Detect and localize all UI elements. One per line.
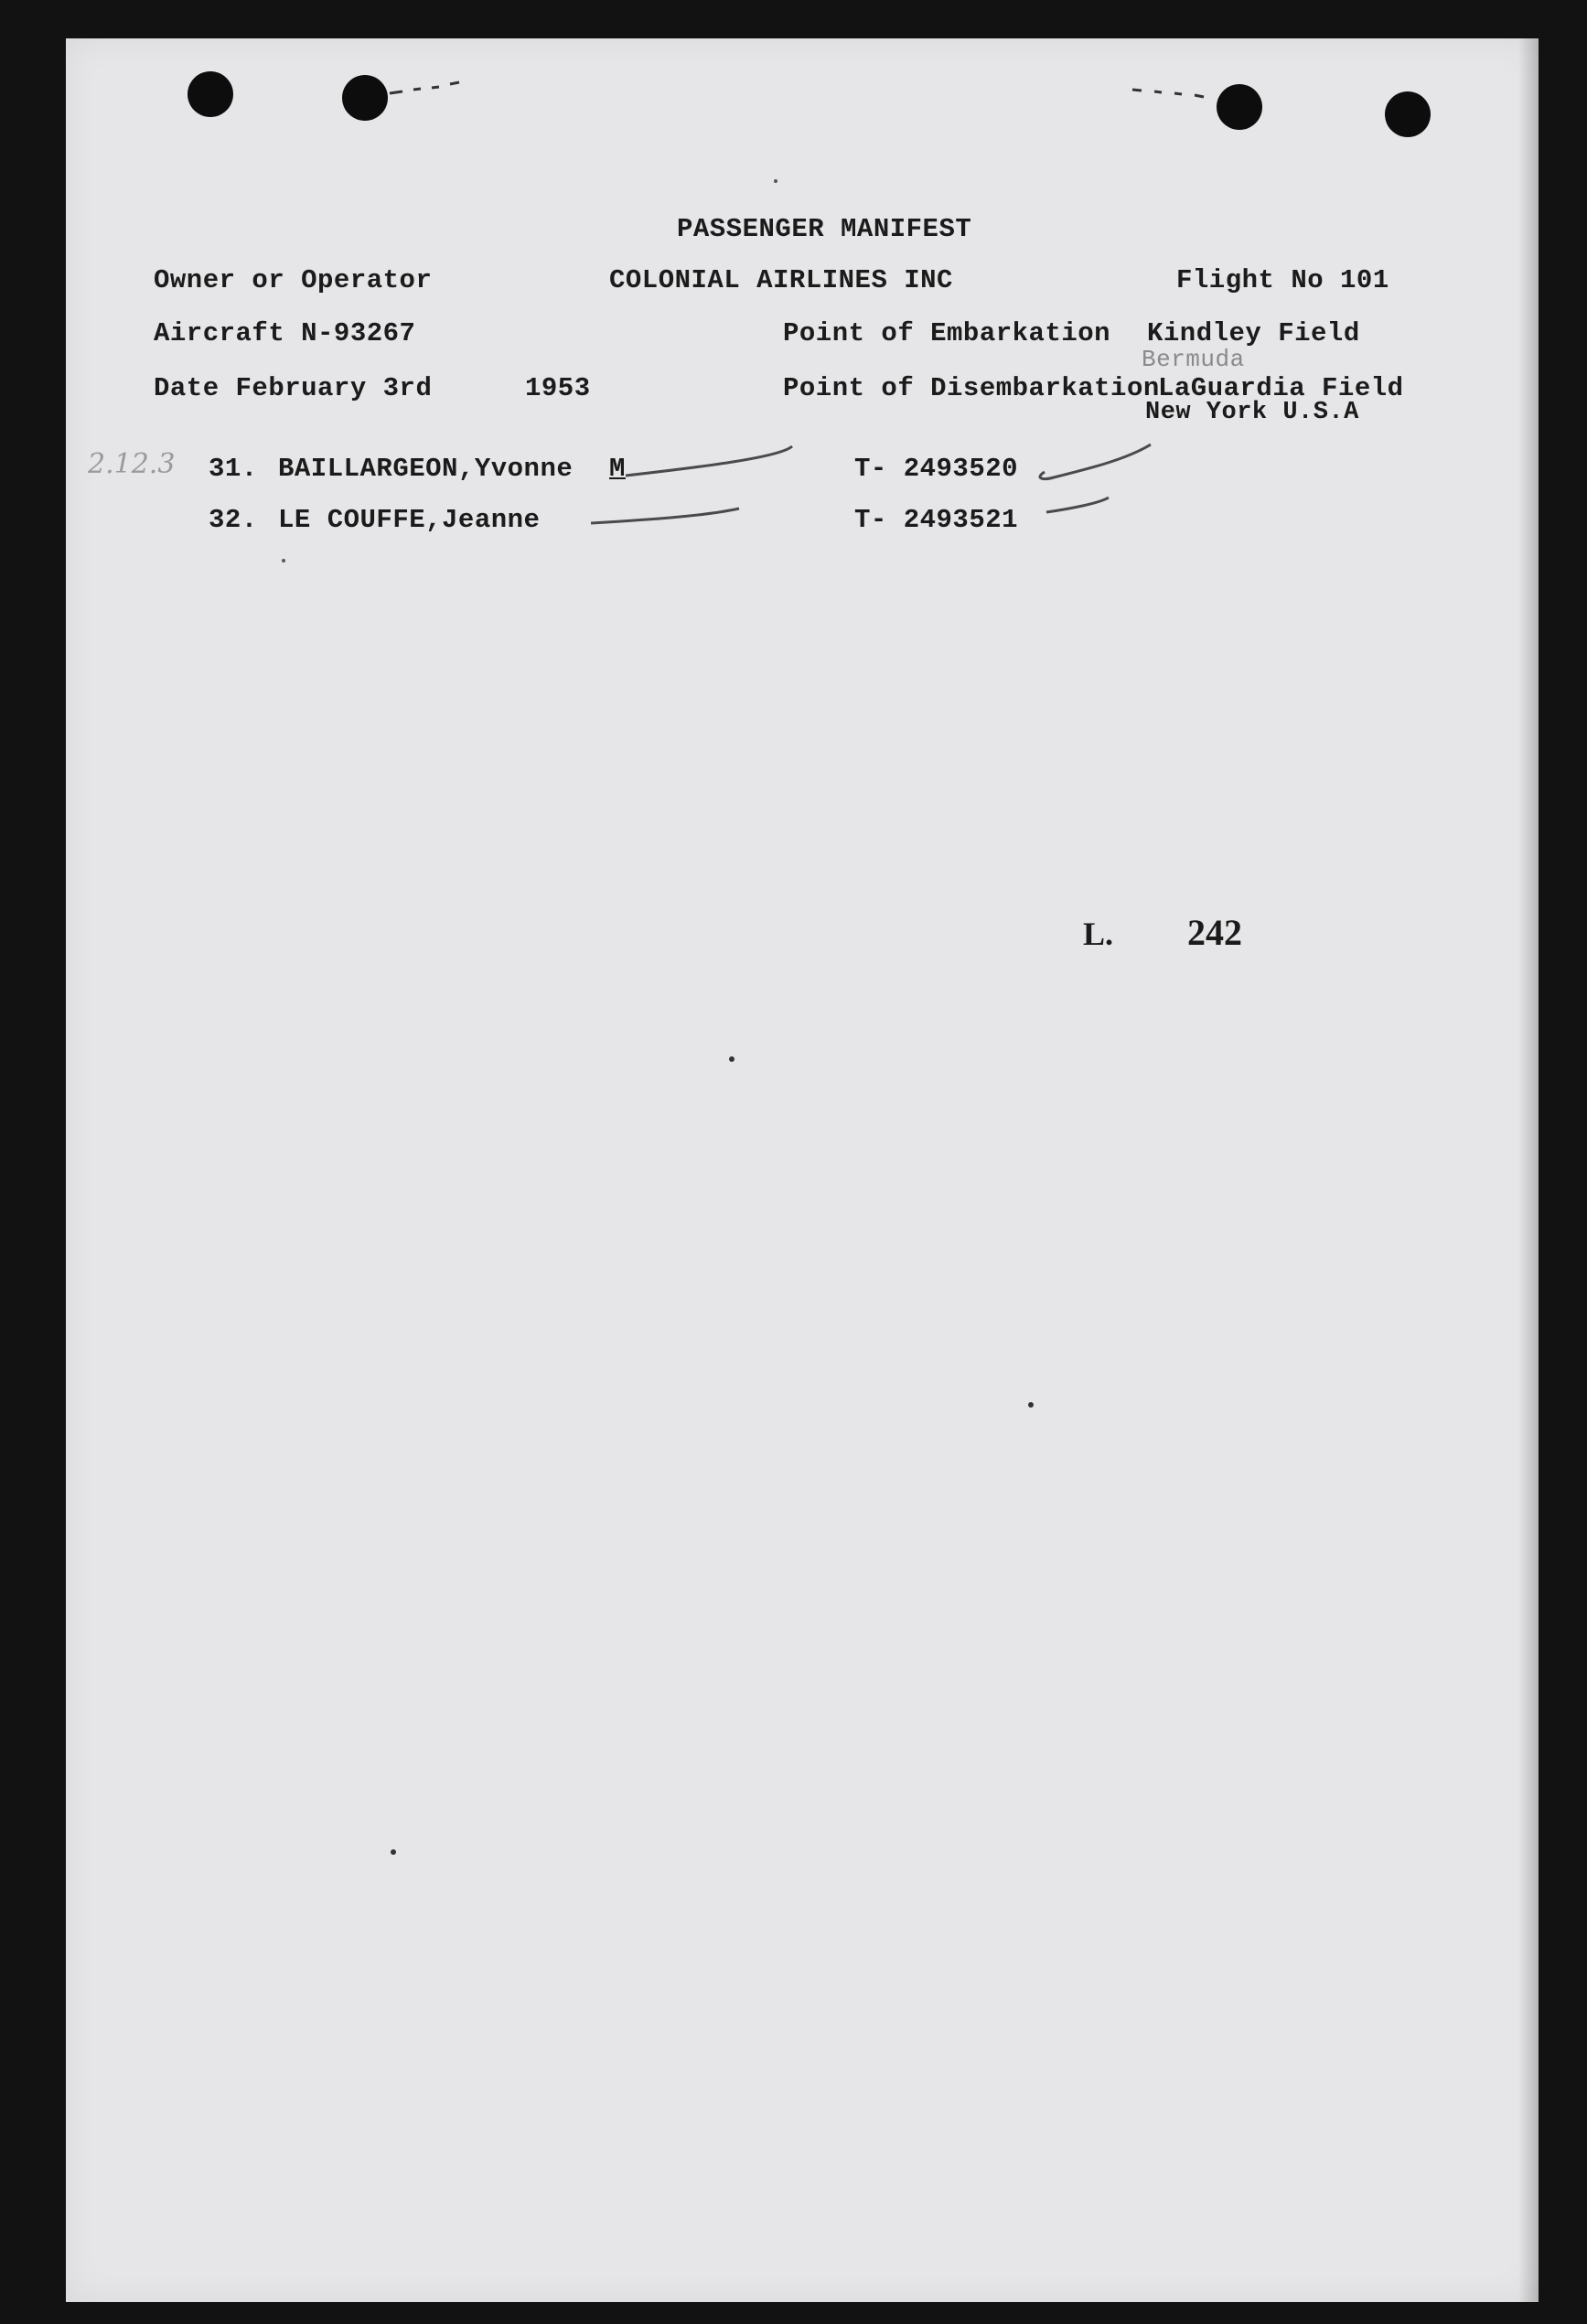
disembarkation-place-line-2: New York U.S.A [1145, 399, 1359, 426]
operator-name: COLONIAL AIRLINES INC [609, 265, 953, 295]
passenger-number: 31. [209, 454, 258, 484]
manifest-date: Date February 3rd [154, 373, 433, 403]
manifest-page [66, 38, 1539, 2302]
pencil-check-row-31 [1040, 444, 1151, 479]
embarkation-label: Point of Embarkation [783, 318, 1111, 348]
ticket-number: T- 2493520 [854, 454, 1019, 484]
handwritten-note: 2.12.3 [88, 448, 176, 480]
owner-label: Owner or Operator [154, 265, 433, 295]
passenger-initial: M [609, 454, 626, 484]
document-title: PASSENGER MANIFEST [677, 214, 972, 244]
ink-speck [282, 559, 285, 562]
stamp-mark: L. [1083, 916, 1114, 952]
disembarkation-label: Point of Disembarkation [783, 373, 1160, 403]
pencil-dash-row-31 [626, 446, 792, 476]
ink-speck [391, 1849, 396, 1855]
embarkation-place: Kindley Field [1147, 318, 1360, 348]
ink-speck [774, 179, 777, 183]
ink-dots-top-right [1132, 90, 1204, 97]
passenger-name: LE COUFFE,Jeanne [278, 505, 541, 535]
pencil-check-row-32 [1046, 498, 1109, 512]
ink-speck [1028, 1402, 1034, 1408]
ink-speck [729, 1056, 735, 1062]
passenger-name: BAILLARGEON,Yvonne [278, 454, 574, 484]
disembarkation-place: LaGuardia Field [1158, 373, 1404, 403]
ink-dots-top-left [390, 82, 459, 93]
page-number: 242 [1187, 912, 1242, 953]
flight-number: Flight No 101 [1176, 265, 1389, 295]
aircraft-number: Aircraft N-93267 [154, 318, 416, 348]
passenger-number: 32. [209, 505, 258, 535]
pencil-marks [66, 38, 1539, 2302]
pencil-dash-row-32 [591, 509, 739, 523]
embarkation-place-line-2: Bermuda [1142, 346, 1245, 373]
ticket-number: T- 2493521 [854, 505, 1019, 535]
manifest-year: 1953 [525, 373, 591, 403]
